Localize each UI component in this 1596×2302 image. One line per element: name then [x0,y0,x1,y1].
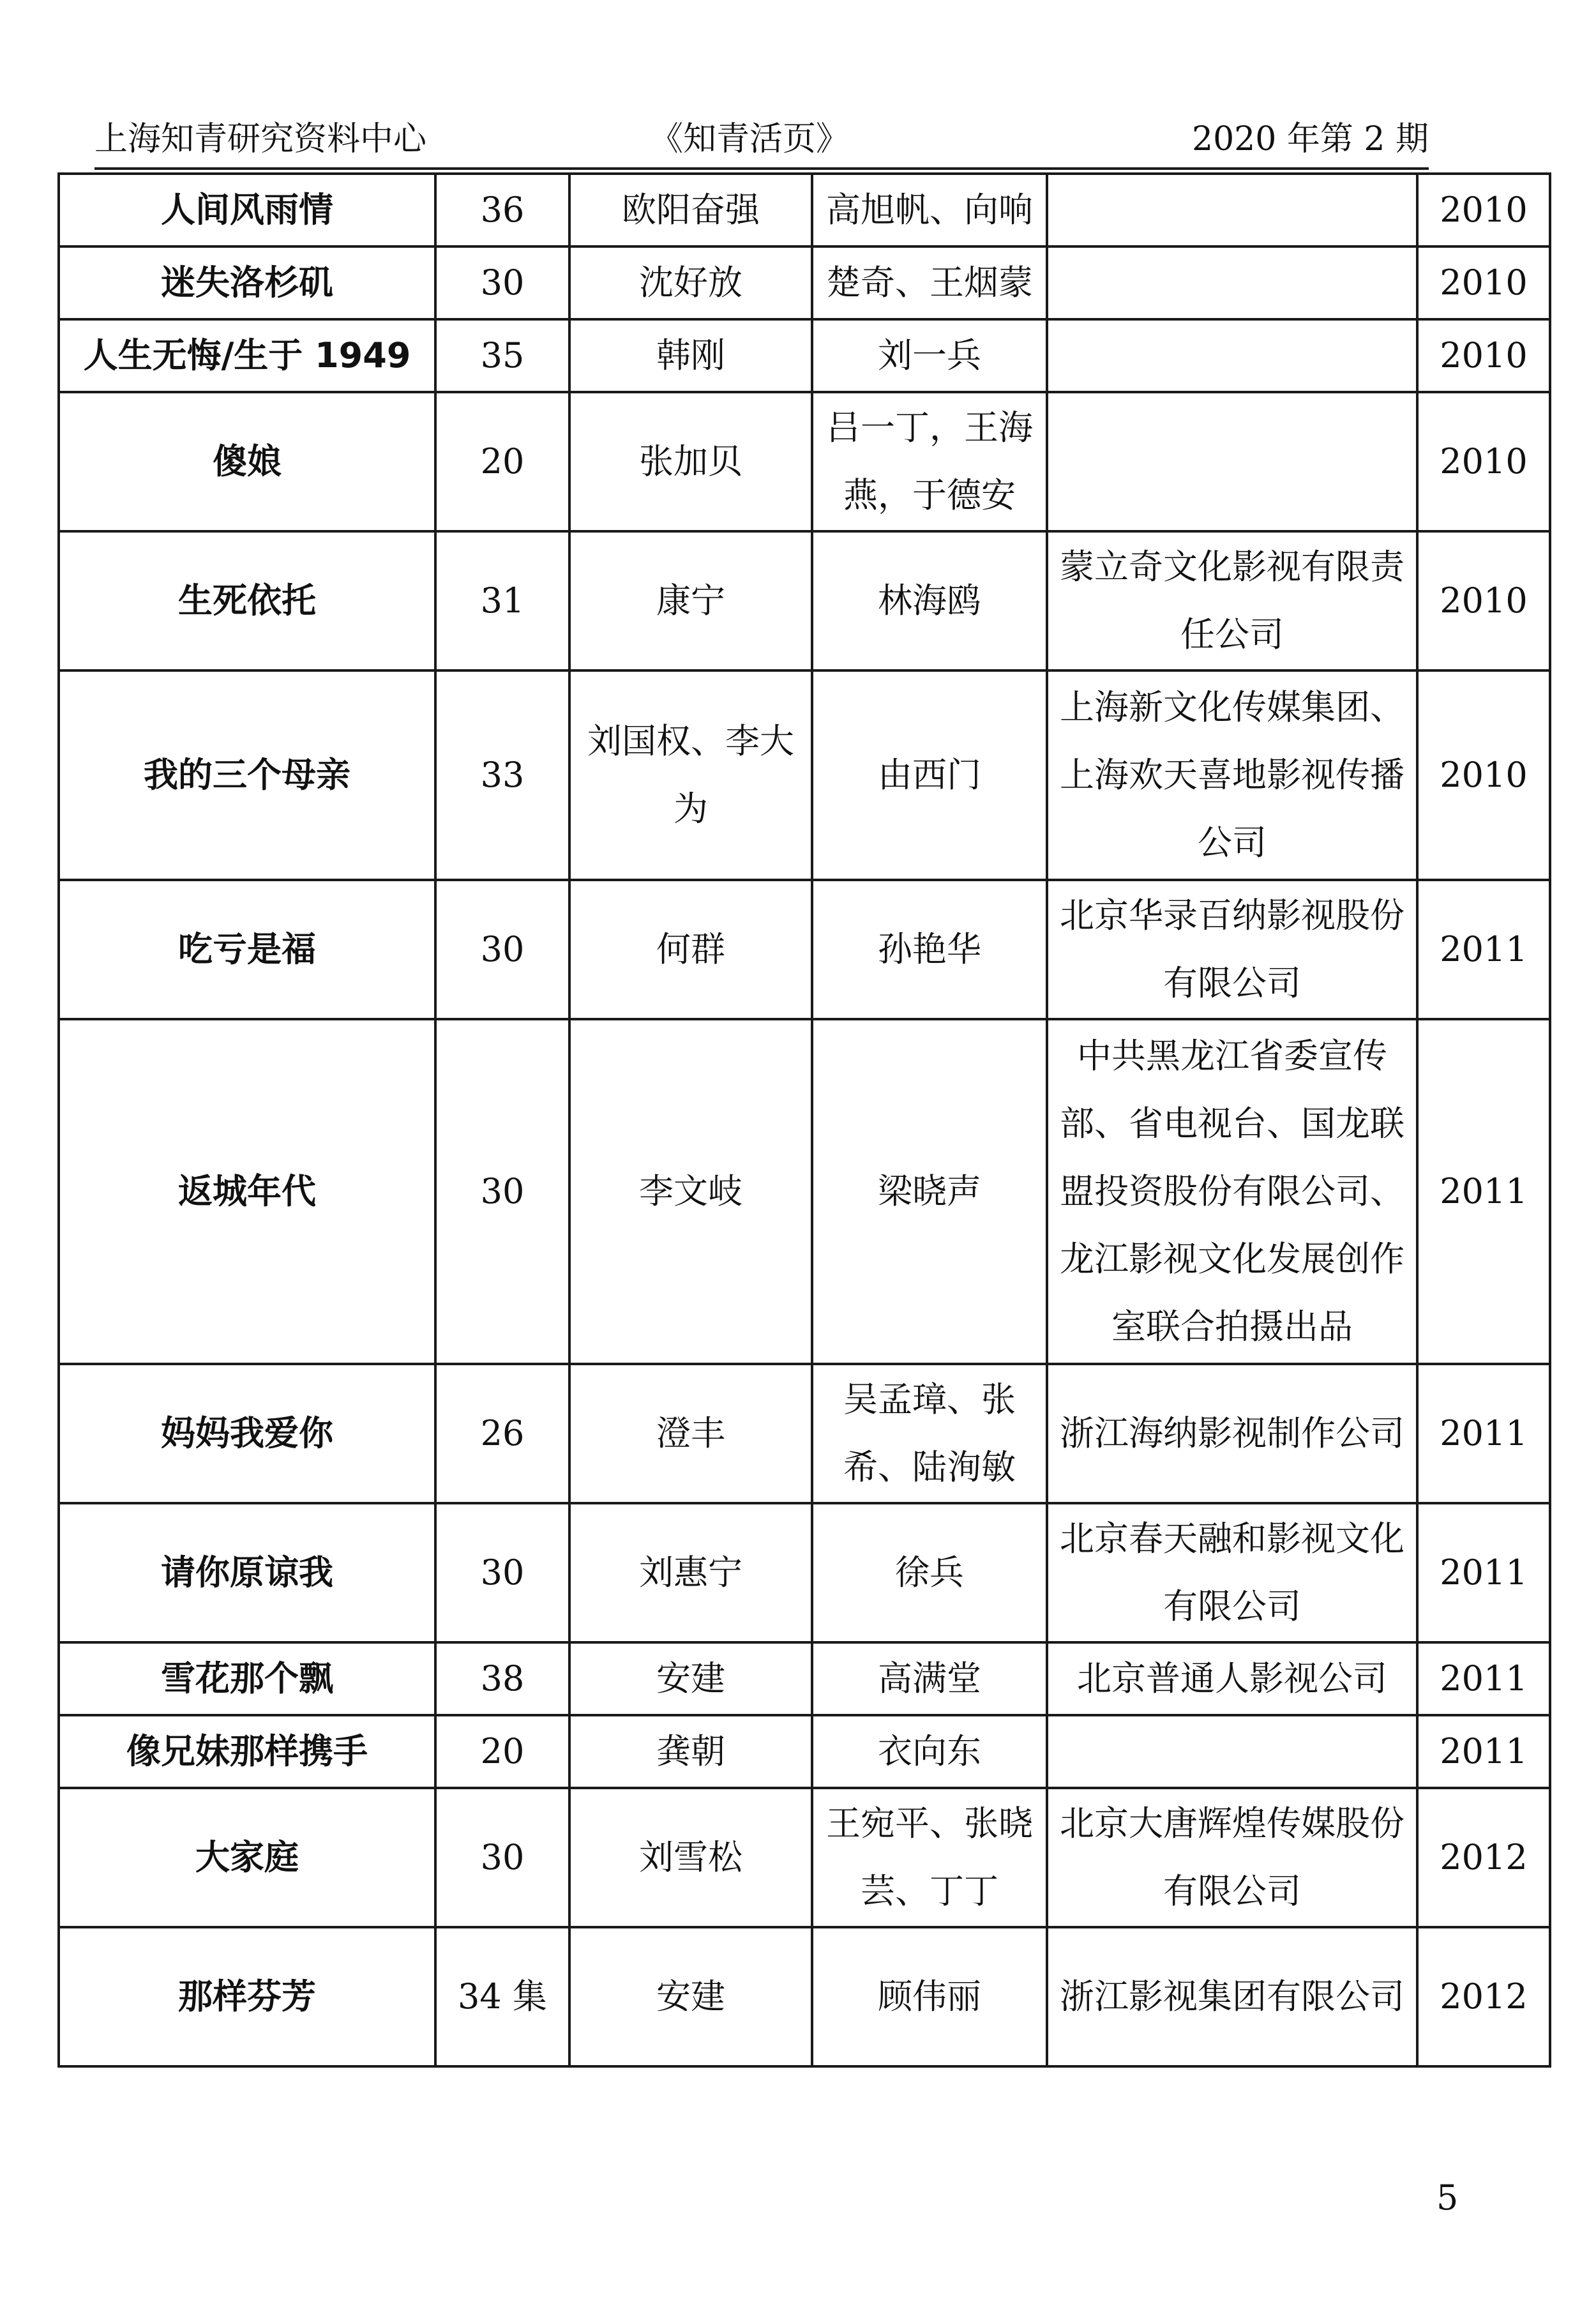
cast: 高满堂 [812,1642,1047,1715]
table-row [59,1019,1550,1364]
producer [1047,1715,1417,1788]
year: 2012 [1417,1788,1550,1927]
cast: 吴孟璋、张希、陆洵敏 [812,1364,1047,1503]
director: 沈好放 [569,246,812,319]
episode-count: 38 [435,1642,569,1715]
episode-count: 34 集 [435,1927,569,2066]
cast: 林海鸥 [812,531,1047,670]
table-row [59,1642,1550,1715]
drama-title: 吃亏是福 [59,880,435,1019]
table-row [59,319,1550,392]
director: 欧阳奋强 [569,174,812,246]
director: 安建 [569,1927,812,2066]
producer: 浙江海纳影视制作公司 [1047,1364,1417,1503]
director: 康宁 [569,531,812,670]
year: 2011 [1417,880,1550,1019]
year: 2011 [1417,1364,1550,1503]
table-row [59,246,1550,319]
year: 2010 [1417,670,1550,880]
director: 刘国权、李大为 [569,670,812,880]
producer [1047,392,1417,531]
cast: 王宛平、张晓芸、丁丁 [812,1788,1047,1927]
cast: 孙艳华 [812,880,1047,1019]
episode-count: 30 [435,880,569,1019]
table-row [59,670,1550,880]
director: 李文岐 [569,1019,812,1364]
cast: 高旭帆、向响 [812,174,1047,246]
cast: 刘一兵 [812,319,1047,392]
cast: 由西门 [812,670,1047,880]
drama-title: 雪花那个飘 [59,1642,435,1715]
drama-title: 像兄妹那样携手 [59,1715,435,1788]
table-row [59,1503,1550,1642]
episode-count: 30 [435,1019,569,1364]
year: 2010 [1417,531,1550,670]
header-publication: 《知青活页》 [650,120,850,158]
producer: 蒙立奇文化影视有限责任公司 [1047,531,1417,670]
drama-title: 傻娘 [59,392,435,531]
producer: 浙江影视集团有限公司 [1047,1927,1417,2066]
drama-title: 妈妈我爱你 [59,1364,435,1503]
year: 2010 [1417,319,1550,392]
episode-count: 31 [435,531,569,670]
drama-title: 那样芬芳 [59,1927,435,2066]
drama-title: 人间风雨情 [59,174,435,246]
drama-title: 迷失洛杉矶 [59,246,435,319]
producer: 上海新文化传媒集团、上海欢天喜地影视传播公司 [1047,670,1417,880]
year: 2010 [1417,246,1550,319]
table-row [59,1715,1550,1788]
table-row [59,880,1550,1019]
table-row [59,392,1550,531]
producer: 北京普通人影视公司 [1047,1642,1417,1715]
year: 2011 [1417,1019,1550,1364]
producer [1047,174,1417,246]
cast: 楚奇、王烟蒙 [812,246,1047,319]
cast: 徐兵 [812,1503,1047,1642]
director: 刘雪松 [569,1788,812,1927]
episode-count: 26 [435,1364,569,1503]
producer: 北京春天融和影视文化有限公司 [1047,1503,1417,1642]
table-row [59,1788,1550,1927]
producer: 北京大唐辉煌传媒股份有限公司 [1047,1788,1417,1927]
drama-title: 我的三个母亲 [59,670,435,880]
drama-title: 生死依托 [59,531,435,670]
page-header [94,112,1429,163]
director: 龚朝 [569,1715,812,1788]
director: 何群 [569,880,812,1019]
director: 澄丰 [569,1364,812,1503]
cast: 衣向东 [812,1715,1047,1788]
producer: 中共黑龙江省委宣传部、省电视台、国龙联盟投资股份有限公司、龙江影视文化发展创作室联合拍摄出品 [1047,1019,1417,1364]
episode-count: 30 [435,1788,569,1927]
header-issue: 2020 年第 2 期 [1191,120,1429,158]
episode-count: 33 [435,670,569,880]
director: 韩刚 [569,319,812,392]
cast: 吕一丁，王海燕，于德安 [812,392,1047,531]
episode-count: 20 [435,392,569,531]
drama-title: 请你原谅我 [59,1503,435,1642]
episode-count: 36 [435,174,569,246]
producer [1047,246,1417,319]
director: 安建 [569,1642,812,1715]
table-row [59,174,1550,246]
drama-title: 大家庭 [59,1788,435,1927]
cast: 顾伟丽 [812,1927,1047,2066]
drama-title: 返城年代 [59,1019,435,1364]
director: 刘惠宁 [569,1503,812,1642]
year: 2010 [1417,174,1550,246]
header-rule [94,167,1429,170]
episode-count: 30 [435,1503,569,1642]
producer [1047,319,1417,392]
tv-drama-table [57,172,1551,2068]
producer: 北京华录百纳影视股份有限公司 [1047,880,1417,1019]
year: 2010 [1417,392,1550,531]
header-organization: 上海知青研究资料中心 [94,120,427,158]
cast: 梁晓声 [812,1019,1047,1364]
year: 2011 [1417,1503,1550,1642]
drama-title: 人生无悔/生于 1949 [59,319,435,392]
episode-count: 30 [435,246,569,319]
year: 2012 [1417,1927,1550,2066]
page-number: 5 [1436,2177,1459,2218]
year: 2011 [1417,1642,1550,1715]
year: 2011 [1417,1715,1550,1788]
table-row [59,531,1550,670]
episode-count: 20 [435,1715,569,1788]
table-row [59,1927,1550,2066]
episode-count: 35 [435,319,569,392]
director: 张加贝 [569,392,812,531]
table-row [59,1364,1550,1503]
